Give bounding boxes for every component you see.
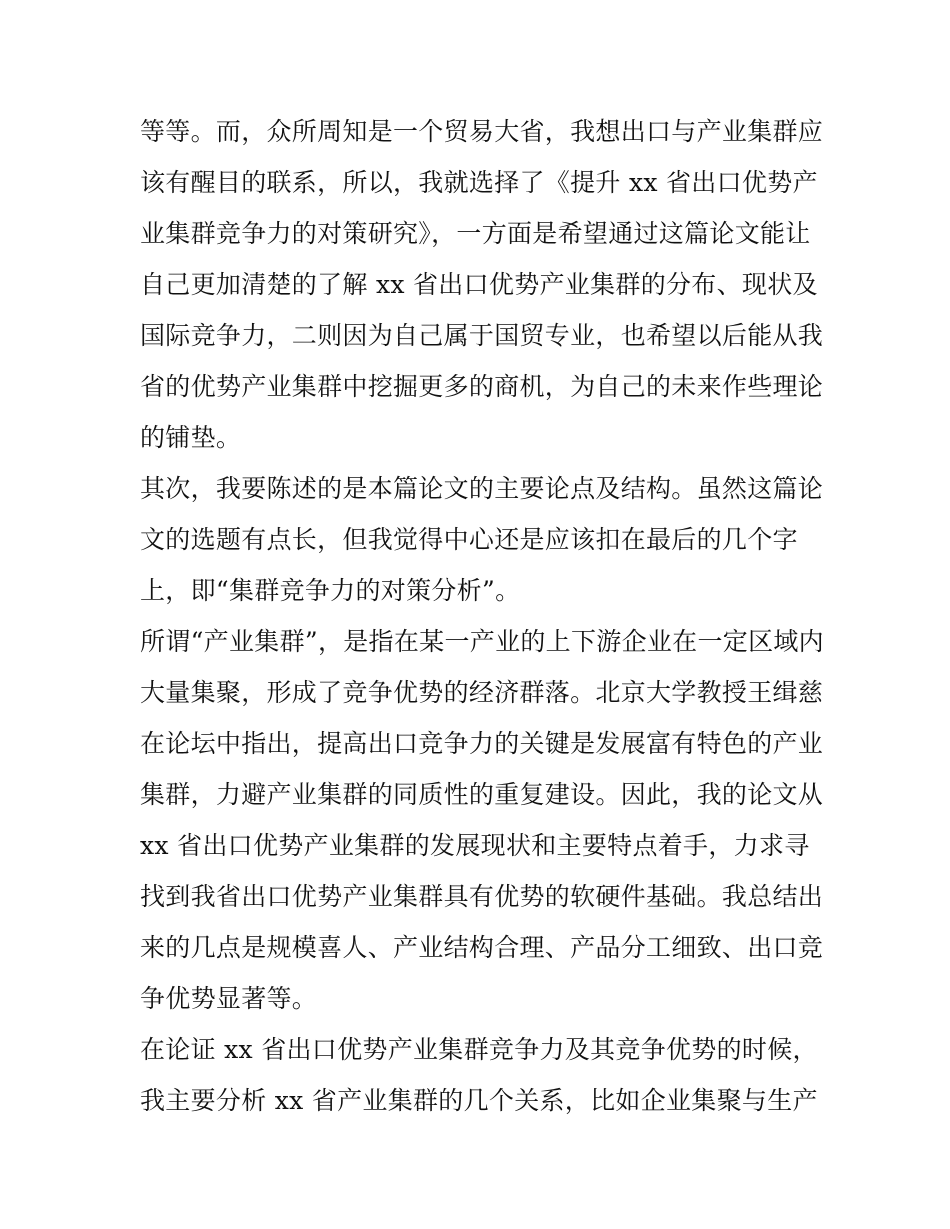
text-line: 省的优势产业集群中挖掘更多的商机，为自己的未来作些理论 bbox=[140, 372, 824, 401]
text-line: 的铺垫。 bbox=[140, 423, 242, 452]
text-line: 业集群竞争力的对策研究》，一方面是希望通过这篇论文能让 bbox=[140, 219, 811, 248]
text-line: 所谓“产业集群”，是指在某一产业的上下游企业在一定区域内 bbox=[140, 627, 824, 656]
text-line: 该有醒目的联系，所以，我就选择了《提升 xx 省出口优势产 bbox=[140, 168, 818, 197]
text-line: 在论证 xx 省出口优势产业集群竞争力及其竞争优势的时候， bbox=[140, 1035, 818, 1064]
text-line: 等等。而，众所周知是一个贸易大省，我想出口与产业集群应 bbox=[140, 117, 824, 146]
text-line: 集群，力避产业集群的同质性的重复建设。因此，我的论文从 bbox=[140, 780, 824, 809]
text-line: 自己更加清楚的了解 xx 省出口优势产业集群的分布、现状及 bbox=[140, 270, 818, 299]
text-line: 国际竞争力，二则因为自己属于国贸专业，也希望以后能从我 bbox=[140, 321, 824, 350]
text-line: 找到我省出口优势产业集群具有优势的软硬件基础。我总结出 bbox=[140, 882, 824, 911]
text-line: 我主要分析 xx 省产业集群的几个关系，比如企业集聚与生产 bbox=[140, 1086, 818, 1115]
text-line: 争优势显著等。 bbox=[140, 984, 318, 1013]
text-line: 其次，我要陈述的是本篇论文的主要论点及结构。虽然这篇论 bbox=[140, 474, 824, 503]
text-line: 在论坛中指出，提高出口竞争力的关键是发展富有特色的产业 bbox=[140, 729, 824, 758]
text-line: 文的选题有点长，但我觉得中心还是应该扣在最后的几个字 bbox=[140, 525, 798, 554]
body-text bbox=[140, 106, 824, 1126]
text-line: 上，即“集群竞争力的对策分析”。 bbox=[140, 576, 521, 605]
text-line: 来的几点是规模喜人、产业结构合理、产品分工细致、出口竞 bbox=[140, 933, 824, 962]
text-line: 大量集聚，形成了竞争优势的经济群落。北京大学教授王缉慈 bbox=[140, 678, 824, 707]
text-line: xx 省出口优势产业集群的发展现状和主要特点着手，力求寻 bbox=[140, 831, 810, 860]
